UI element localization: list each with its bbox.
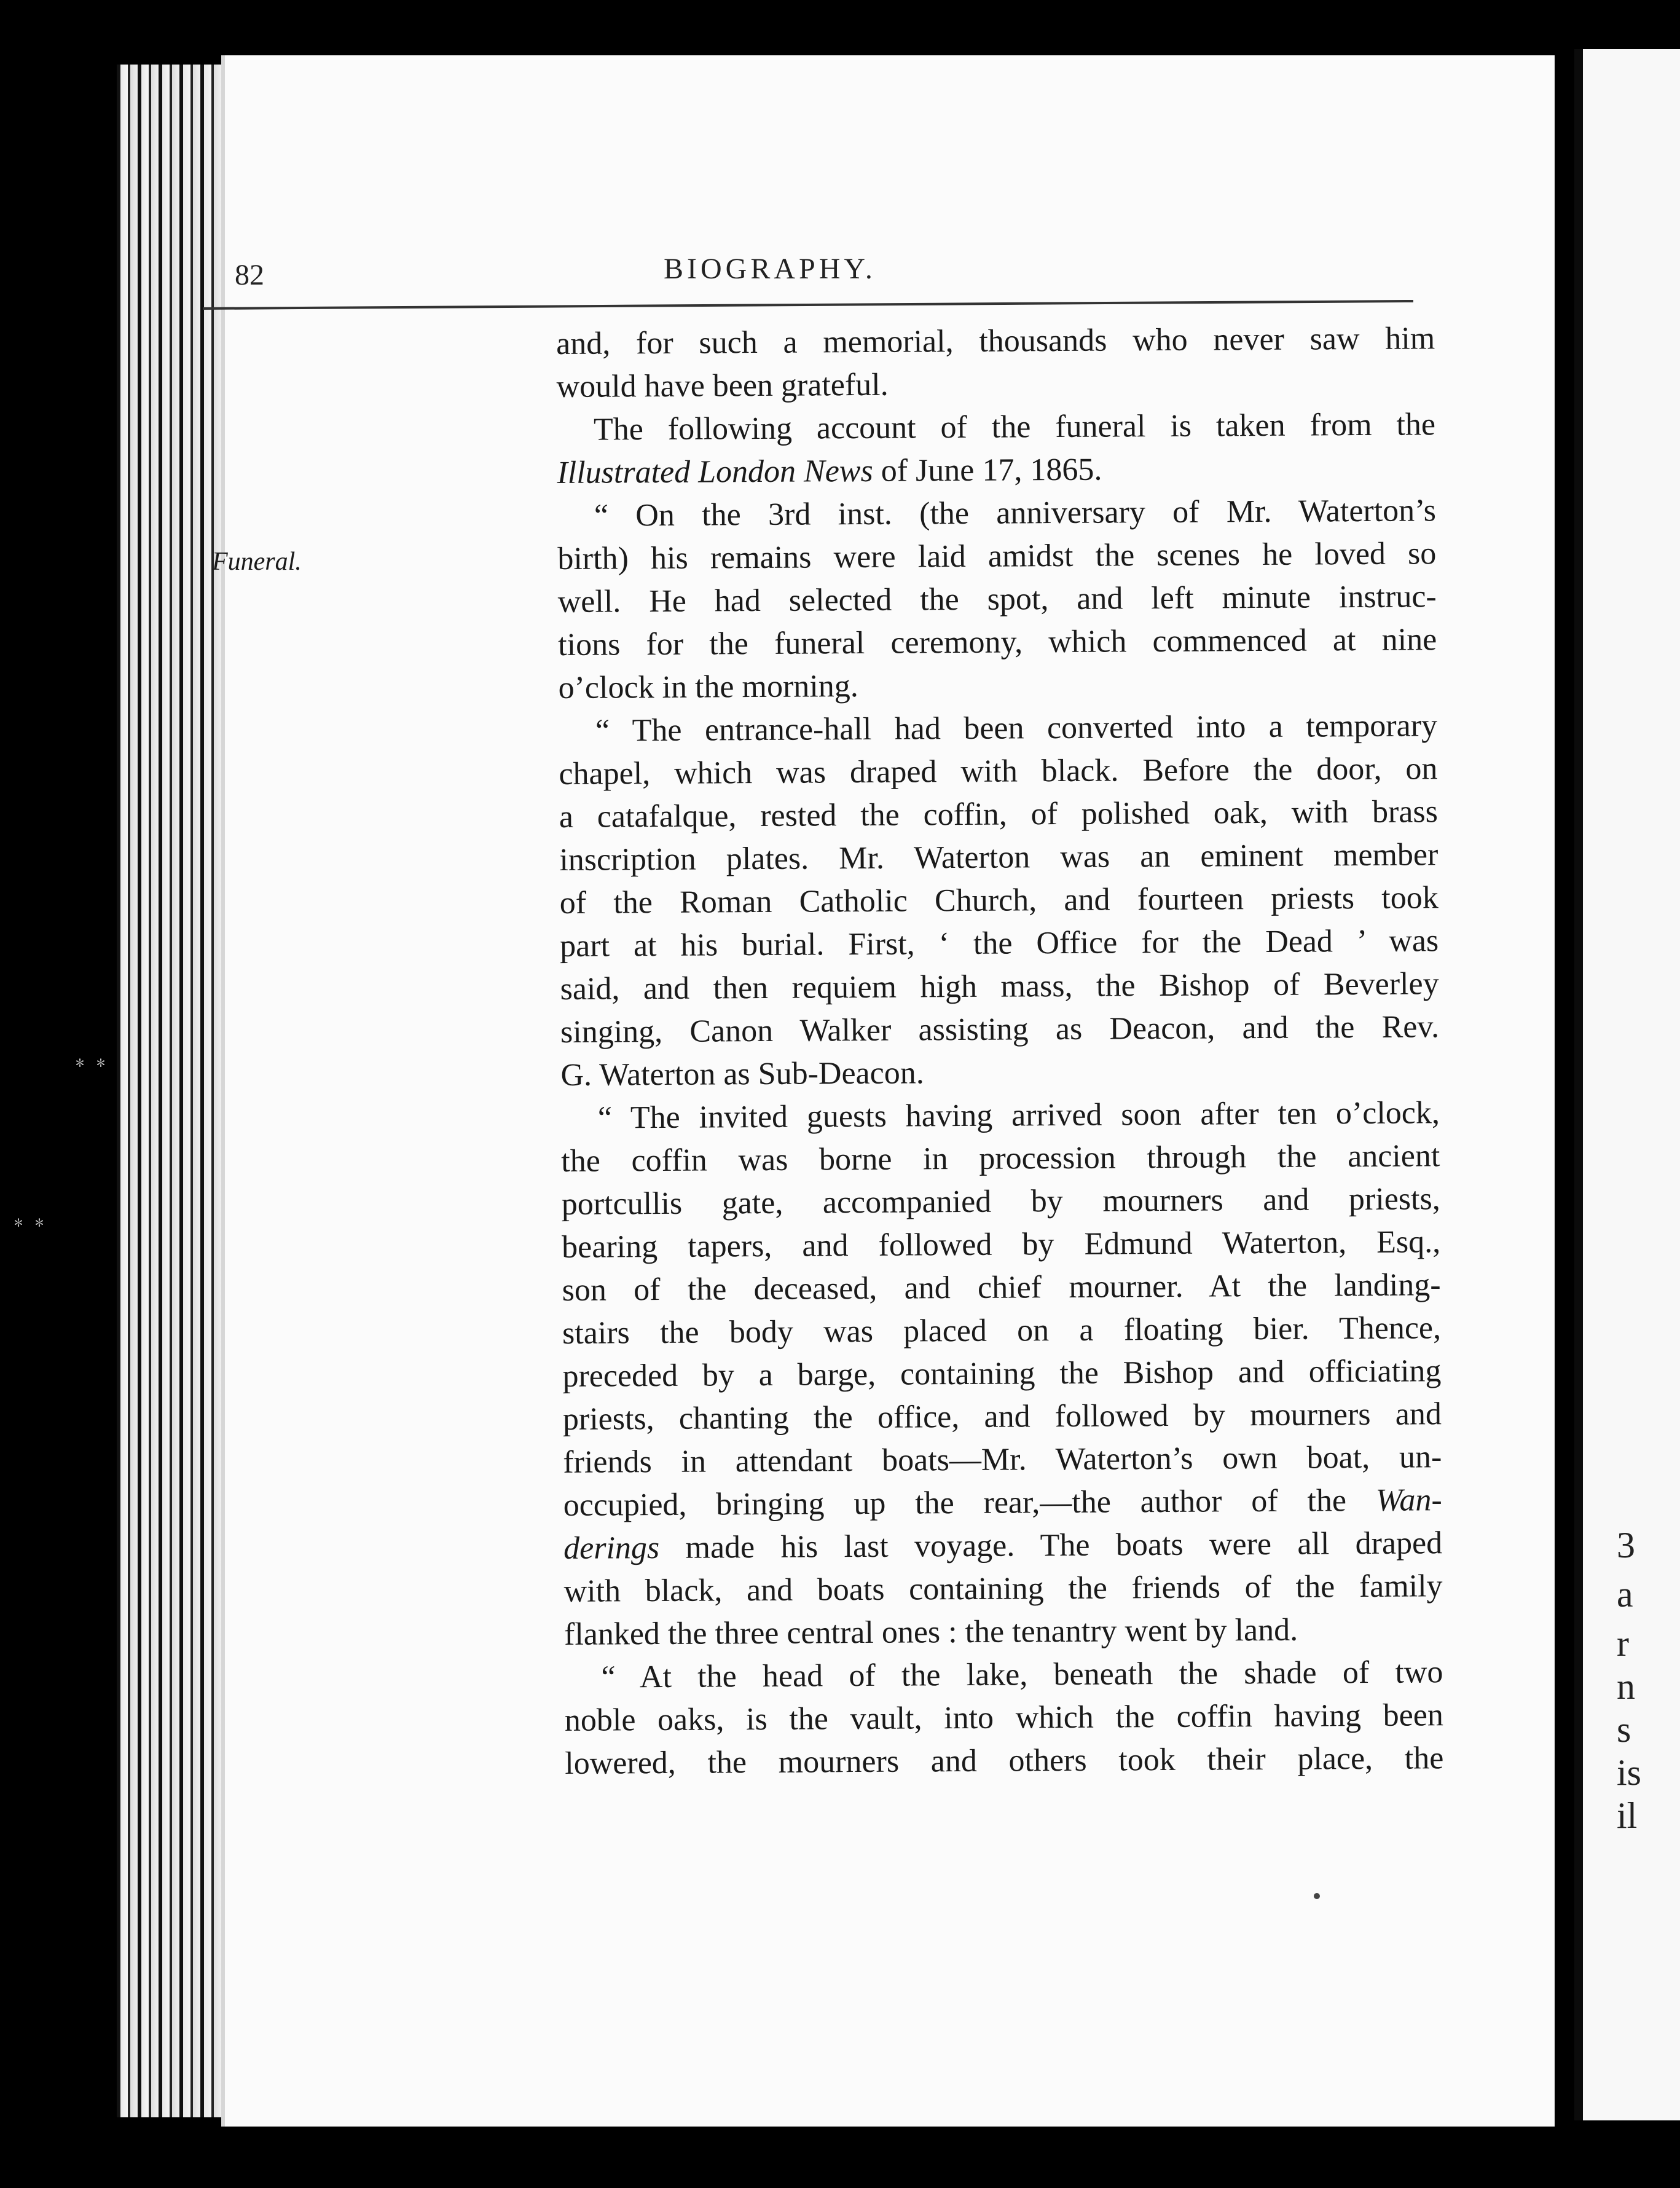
text-line: priests, chanting the office, and followed by mourners and (562, 1396, 1442, 1437)
facing-page-fragment: il (1617, 1795, 1638, 1836)
scan-speck: ﹡﹡ (68, 1050, 109, 1078)
facing-page-fragment: a (1617, 1574, 1633, 1615)
body-text (556, 317, 1444, 1785)
text-line: would have been grateful. (556, 367, 889, 404)
text-line: chapel, which was draped with black. Before the door, on (559, 751, 1438, 792)
text-line: and, for such a memorial, thousands who never saw him (556, 321, 1435, 361)
text-line: well. He had selected the spot, and left minute instruc- (557, 579, 1437, 620)
text-line: noble oaks, is the vault, into which the coffin having been (564, 1698, 1444, 1738)
newspaper-title: Illustrated London News (557, 453, 873, 490)
text-line: lowered, the mourners and others took their place, the (565, 1741, 1444, 1781)
text-line: portcullis gate, accompanied by mourners and priests, (561, 1181, 1440, 1222)
text-line (557, 446, 1435, 495)
text-line: “ On the 3rd inst. (the anniversary of Mr. Waterton’s (594, 493, 1437, 533)
text-line: with black, and boats containing the friends of the family (563, 1568, 1443, 1609)
facing-page-fragment: s (1617, 1709, 1631, 1750)
text-line: a catafalque, rested the coffin, of polished oak, with brass (559, 794, 1439, 835)
facing-page-fragment: n (1617, 1666, 1635, 1707)
facing-page-fragment: 3 (1617, 1525, 1635, 1565)
text-line (563, 1522, 1442, 1570)
text-line (563, 1479, 1442, 1527)
text-line: “ The invited guests having arrived soon after ten o’clock, (597, 1095, 1440, 1136)
book-title-part: derings (563, 1530, 660, 1566)
text-line-rest: made his last voyage. The boats were all draped (685, 1525, 1443, 1565)
text-line: flanked the three central ones : the tenantry went by land. (563, 1612, 1298, 1652)
scan-speck: ﹡﹡ (6, 1210, 48, 1238)
page-number: 82 (235, 259, 264, 291)
text-line: “ At the head of the lake, beneath the shade of two (601, 1655, 1443, 1695)
text-line-start: occupied, bringing up the rear,—the author of the (563, 1483, 1347, 1523)
facing-page-edge (1574, 49, 1680, 2120)
facing-page-fragment: r (1617, 1623, 1629, 1664)
text-line: “ The entrance-hall had been converted into a temporary (595, 708, 1438, 749)
text-line-rest: of June 17, 1865. (881, 452, 1102, 489)
text-line: son of the deceased, and chief mourner. At the landing- (562, 1267, 1441, 1308)
text-line: singing, Canon Walker assisting as Deacon, and the Rev. (560, 1009, 1440, 1050)
ink-dot (1314, 1893, 1320, 1899)
text-line: said, and then requiem high mass, the Bishop of Beverley (560, 966, 1439, 1007)
text-line: friends in attendant boats—Mr. Waterton’s own boat, un- (563, 1439, 1442, 1480)
text-line: stairs the body was placed on a floating bier. Thence, (562, 1310, 1442, 1351)
text-line: preceded by a barge, containing the Bishop and officiating (562, 1353, 1442, 1394)
text-line: tions for the funeral ceremony, which commenced at nine (558, 622, 1437, 663)
text-line: the coffin was borne in procession through the ancient (561, 1138, 1440, 1179)
book-title-part: Wan- (1375, 1482, 1442, 1518)
text-line: G. Waterton as Sub-Deacon. (560, 1055, 924, 1093)
text-line: birth) his remains were laid amidst the scenes he loved so (557, 536, 1437, 577)
text-line: of the Roman Catholic Church, and fourteen priests took (559, 880, 1439, 921)
text-line: o’clock in the morning. (558, 669, 858, 706)
text-line: inscription plates. Mr. Waterton was an eminent member (559, 837, 1439, 878)
facing-page-fragment: is (1617, 1752, 1642, 1793)
book-page-edges (117, 65, 221, 2117)
margin-note: Funeral. (212, 548, 302, 576)
running-head: BIOGRAPHY. (664, 253, 876, 285)
text-line: bearing tapers, and followed by Edmund Waterton, Esq., (562, 1224, 1441, 1265)
text-line: The following account of the funeral is taken from the (593, 407, 1436, 447)
text-line: part at his burial. First, ‘ the Office for the Dead ’ was (560, 923, 1439, 964)
